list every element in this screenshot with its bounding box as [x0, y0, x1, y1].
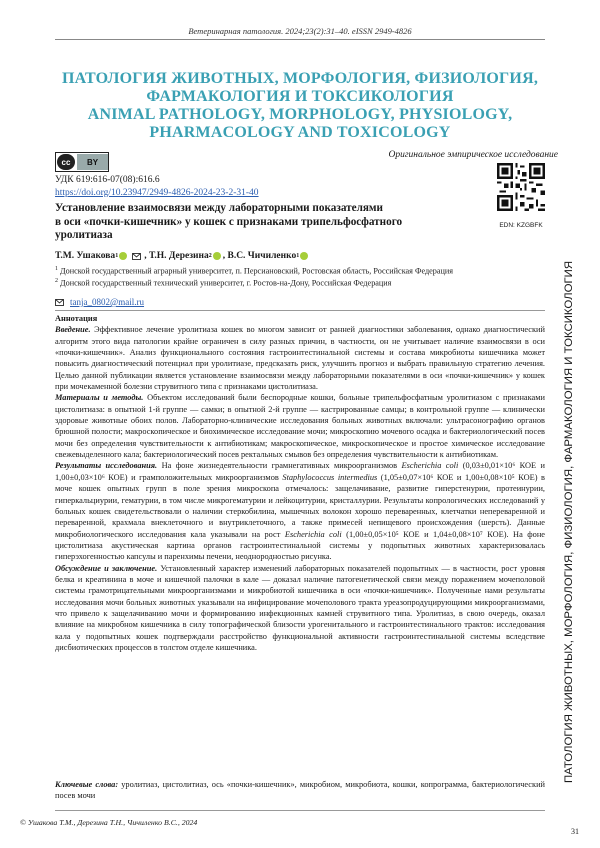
article-title-line: уролитиаза	[55, 229, 113, 241]
correspondence-email	[55, 297, 144, 307]
page-number: 31	[571, 827, 579, 836]
affil-sup: 2	[55, 278, 58, 284]
abstract-discussion	[55, 563, 545, 654]
abstract	[55, 313, 545, 653]
article-title-line: Установление взаимосвязи между лабораторными показателями	[55, 202, 383, 214]
abstract-results	[55, 460, 545, 562]
article-title-line: в оси «почки-кишечник» у кошек с признаками трипельфосфатного	[55, 215, 403, 228]
section-text: (1,00±0,05×10⁵ КОЕ и 1,04±0,08×10⁷ КОЕ). На фоне цистолитиаза акустическая картина органов гастроинтестинальной системы у подопытных животных характеризовалась гиперэхогенностью капсулы и паренхимы печени, неоднородностью рисунка.	[55, 529, 545, 562]
section-title-ru-line: ФАРМАКОЛОГИЯ И ТОКСИКОЛОГИЯ	[146, 88, 454, 105]
abstract-introduction	[55, 324, 545, 392]
side-section-label	[563, 232, 581, 812]
orcid-icon[interactable]	[300, 252, 308, 260]
author-name: Т.М. Ушакова	[55, 251, 116, 261]
author-affil-sup: 1	[115, 253, 119, 259]
doi-link[interactable]: https://doi.org/10.23947/2949-4826-2024-23-2-31-40	[55, 188, 259, 198]
author-name: , Т.Н. Дерезина	[144, 251, 209, 261]
section-label: Материалы и методы.	[55, 393, 144, 403]
section-text: Установленный характер изменений лабораторных показателей подопытных — в частности, рост уровня белка и креатинина в моче и кишечной палочки в кале — доказал наличие патогенетической связи между поражением мочеполовой системы грамотрицательными микроорганизмами и микробиотой кишечника в оси «почки-кишечник». Полученные нами результаты исследования мочи больных животных указывали на инфицирование мочеполового тракта уреазопродуцирующими микроорганизмами, что привело к защелачиванию мочи и формированию инфекционных камней струвитного типа. Уролитиаз, в свою очередь, оказал влияние на микробном кишечника в силу топографической близости урогенитального и гастроинтестинального трактов: исследования кала у подопытных кошек подтверждали расстройство функциональной активности гастроинтестинальной системы вследствие дисбиотических процессов в толстом отделе кишечника.	[55, 563, 545, 652]
affil-text: Донской государственный технический университет, г. Ростов-на-Дону, Российская Федерация	[60, 278, 392, 288]
keywords-text: уролитиаз, цистолитиаз, ось «почки-кишечник», микробиом, микробиота, кошки, копрограмма, бактериологический посев мочи	[55, 780, 545, 801]
species-name: Escherichia coli	[284, 529, 342, 539]
orcid-icon[interactable]	[213, 252, 221, 260]
orcid-icon[interactable]	[119, 252, 127, 260]
section-text: (1,05±0,07×10⁶ КОЕ и 1,00±0,08×10⁵ КОЕ) в моче кошек опытных групп в поле зрения микроскопа отмечалось: защелачивание, развитие гиперстенурии, протеинурии, гиперкальциурии, гематурии, в том числе микрогематурии и лейкоцитурии, кристаллурии. Результаты копрологических исследований у больных кошек свидетельствовали о наличии стеркобилина, мышечных волокон хорошо переваренных, клетчатки непереваренной и переваренной, крахмала внеклеточного и внутриклеточного, а также примесей непищевого происхождения (шерсть). Данные микробиологического исследования кала указывали на рост	[55, 472, 545, 539]
affil-text: Донской государственный аграрный университет, п. Персиановский, Ростовская область, Российская Федерация	[60, 266, 454, 276]
side-label-text: ПАТОЛОГИЯ ЖИВОТНЫХ, МОРФОЛОГИЯ, ФИЗИОЛОГИЯ, ФАРМАКОЛОГИЯ И ТОКСИКОЛОГИЯ	[563, 260, 575, 784]
section-label: Введение.	[55, 325, 91, 335]
author-list	[55, 251, 310, 261]
keywords	[55, 779, 545, 802]
section-label: Обсуждение и заключение.	[55, 563, 158, 573]
author-affil-sup: 1	[296, 253, 300, 259]
mail-icon	[55, 299, 64, 306]
affiliation	[55, 264, 555, 277]
affiliation	[55, 276, 555, 289]
section-label: Результаты исследования.	[55, 461, 158, 471]
author-name: , В.С. Чичиленко	[222, 251, 297, 261]
section-title-en-line: ANIMAL PATHOLOGY, MORPHOLOGY, PHYSIOLOGY,	[87, 106, 513, 123]
section-title-ru-line: ПАТОЛОГИЯ ЖИВОТНЫХ, МОРФОЛОГИЯ, ФИЗИОЛОГИЯ,	[61, 70, 539, 87]
section-text: Эффективное лечение уролитиаза кошек во многом зависит от ранней диагностики заболевания, однако диагностический алгоритм этого вида патологии крайне ограничен в силу разных причин, в частности, он не учитывает наличие взаимосвязи в оси «почки-кишечник». Анализ функционального состояния гастроинтестинальной системы и состава микробиоты кишечника может повысить диагностический потенциал при уролитиазе, предсказать риск, улучшить прогноз и выбрать правильную стратегию лечения. Целью данной публикации является установление взаимосвязи между лабораторными показателями в оси «почки-кишечник» у кошек при мочекаменной болезни струвитного типа с признаками цистолитиаза.	[55, 325, 545, 392]
abstract-heading: Аннотация	[55, 314, 98, 323]
qr-code-icon	[497, 163, 545, 211]
keywords-label: Ключевые слова:	[55, 780, 119, 789]
journal-header: Ветеринарная патология. 2024;23(2):31–40. eISSN 2949-4826	[55, 26, 545, 40]
cc-by-license-badge[interactable]	[55, 152, 109, 172]
mail-icon[interactable]	[132, 253, 141, 260]
species-name: Escherichia coli	[401, 461, 459, 471]
section-text: На фоне жизнедеятельности грамнегативных микроорганизмов	[161, 461, 402, 471]
email-link[interactable]: tanja_0802@mail.ru	[70, 297, 145, 307]
by-icon: BY	[77, 154, 108, 170]
divider	[55, 310, 545, 311]
udk-code: УДК 619:616-07(08):616.6	[55, 175, 160, 185]
copyright: © Ушакова Т.М., Дерезина Т.Н., Чичиленко В.С., 2024	[20, 818, 198, 827]
footer-divider	[55, 810, 545, 811]
edn-code: EDN: KZGBFK	[499, 222, 543, 229]
article-type: Оригинальное эмпирическое исследование	[388, 150, 558, 160]
section-title	[40, 70, 560, 142]
section-title-en-line: PHARMACOLOGY AND TOXICOLOGY	[149, 124, 451, 141]
section-text: (0,03±0,01×10⁶ КОЕ и 1,00±0,03×10⁶ КОЕ) и грамположительных микроорганизмов	[55, 461, 545, 482]
author-affil-sup: 2	[208, 253, 212, 259]
abstract-methods	[55, 392, 545, 460]
affil-sup: 1	[55, 266, 58, 272]
cc-icon: cc	[57, 154, 75, 170]
species-name: Staphylococcus intermedius	[282, 472, 378, 482]
article-title	[55, 202, 415, 243]
section-text: Объектом исследований были беспородные кошки, больные трипельфосфатным уролитиазом с признаками цистолитиаза: в опытной 1-й группе — самки; в опытной 2-й группе — кастрированные самцы; в контрольной группе — клинически здоровые животные обоих полов. Лабораторно-клинические исследования больных животных включали: ультрасонографию органов брюшной полости; макроскопическое и биохимическое исследование мочи; микроскопию мочевого осадка и бактериологический посев мочи без определения чувствительности к антибиотикам; макроскопическое, микроскопическое и простое химическое исследование свежевыделенного кала; бактериологический посев ректальных смывов без определения чувствительности к антибиотикам.	[55, 393, 545, 460]
